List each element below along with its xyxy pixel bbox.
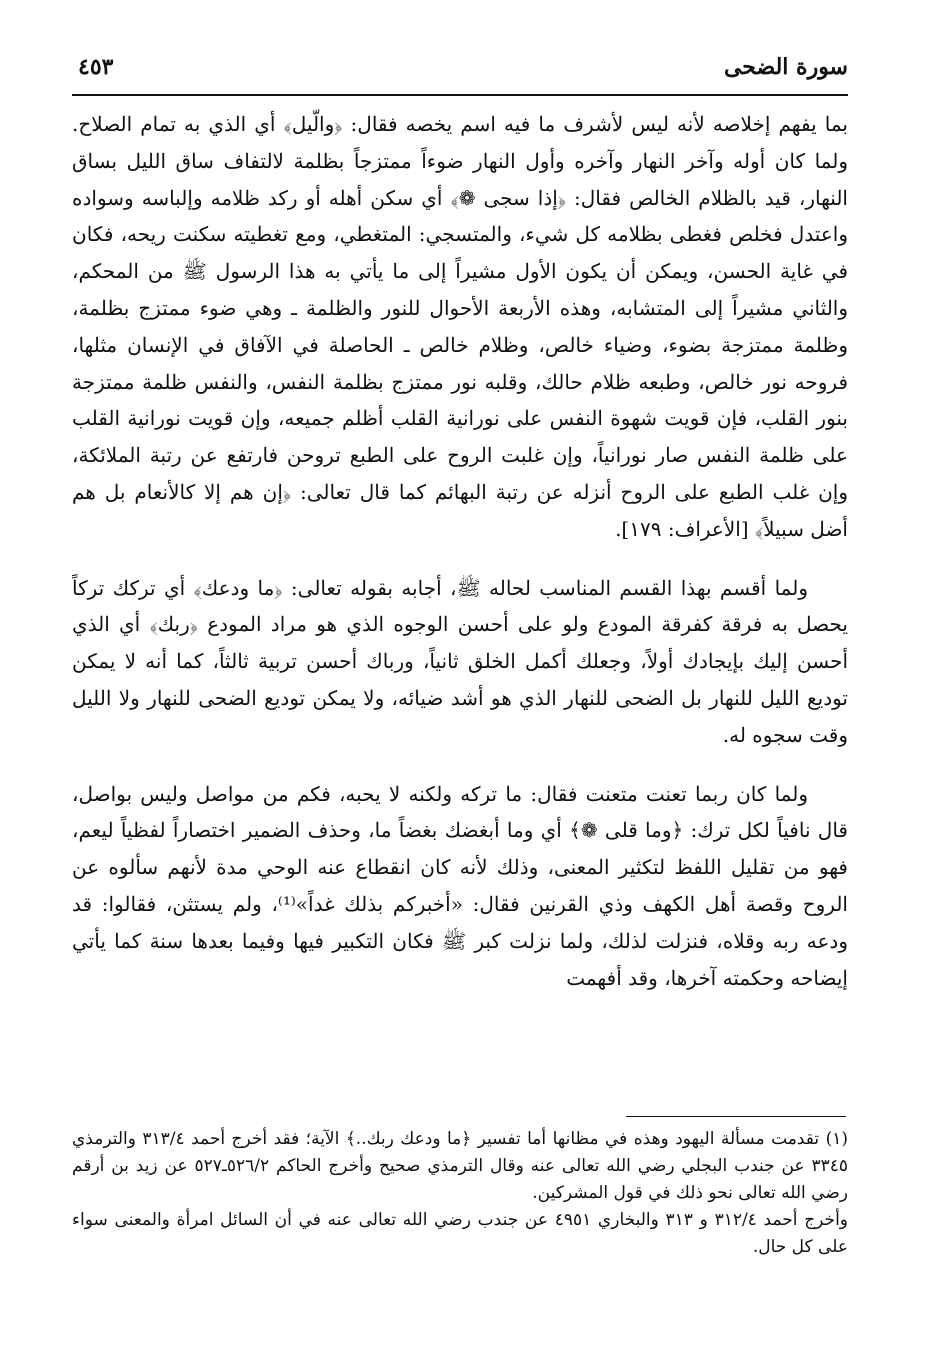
footnote: وأخرج أحمد ٣١٢/٤ و ٣١٣ والبخاري ٤٩٥١ عن جندب رضي الله تعالى عنه في أن السائل امرأة والمعنى سواء على كل حال. [72,1210,848,1257]
main-text [72,106,848,996]
page-header [72,50,848,96]
footnotes [72,1126,848,1261]
page-number: ٤٥٣ [78,54,114,80]
paragraph: ولما أقسم بهذا القسم المناسب لحاله ﷺ، أجابه بقوله تعالى: ﴿ما ودعك﴾ أي تركك تركاً يحصل به فرقة كفرقة المودع ولو على أحسن الوجوه الذي هو مراد المودع ﴿ربك﴾ أي الذي أحسن إليك بإيجادك أولاً، وجعلك أكمل الخلق ثانياً، ورباك أحسن تربية ثالثاً، كما أنه لا يمكن توديع الليل للنهار بل الضحى للنهار الذي هو أشد ضيائه، ولا يمكن توديع الضحى للنهار ولا الليل وقت سجوه له. [72,575,848,747]
paragraph: بما يفهم إخلاصه لأنه ليس لأشرف ما فيه اسم يخصه فقال: ﴿والّيل﴾ أي الذي به تمام الصلاح. ولما كان أوله وآخر النهار وآخره وأول النهار ضوءاً ممتزجاً بظلمة لالتفاف ساق الليل بساق النهار، قيد بالظلام الخالص فقال: ﴿إذا سجى ❁﴾ أي سكن أهله أو ركد ظلامه وإلباسه وسواده واعتدل فخلص فغطى بظلامه كل شيء، والمتسجي: المتغطي، ومع تغطيته سكنت ريحه، فكان في غاية الحسن، ويمكن أن يكون الأول مشيراً إلى ما يأتي به هذا الرسول ﷺ من المحكم، والثاني مشيراً إلى المتشابه، وهذه الأربعة الأحوال للنور والظلمة ـ وهي ضوء ممتزج بظلمة، وظلمة ممتزجة بضوء، وضياء خالص، وظلام خالص ـ الحاصلة في الآفاق في الإنسان مثلها، فروحه نور خالص، وطبعه ظلام حالك، وقلبه نور ممتزج بظلمة النفس، والنفس ظلمة ممتزجة بنور القلب، فإن قويت شهوة النفس على نورانية القلب أظلم جميعه، وإن قويت نورانية القلب على ظلمة النفس صار نورانياً، وإن غلبت الروح على الطبع تروحن فارتفع عن رتبة الملائكة، وإن غلب الطبع على الروح أنزله عن رتبة البهائم كما قال تعالى: ﴿إن هم إلا كالأنعام بل هم أضل سبيلاً﴾ [الأعراف: ١٧٩]. [72,112,849,541]
footnote: (١) تقدمت مسألة اليهود وهذه في مظانها أما تفسير ﴿ما ودعك ربك..﴾ الآية؛ فقد أخرج أحمد ٣١٣/٤ والترمذي ٣٣٤٥ عن جندب البجلي رضي الله تعالى عنه وقال الترمذي صحيح وأخرج الحاكم ٥٢٦/٢ـ٥٢٧ عن زيد بن أرقم رضي الله تعالى نحو ذلك في قول المشركين. [72,1129,849,1203]
surah-title: سورة الضحى [723,54,848,80]
paragraph: ولما كان ربما تعنت متعنت فقال: ما تركه ولكنه لا يحبه، فكم من مواصل وليس بواصل، قال نافياً لكل ترك: ﴿وما قلى ❁﴾ أي وما أبغضك بغضاً ما، وحذف الضمير اختصاراً لفظياً ليعم، فهو من تقليل اللفظ لتكثير المعنى، وذلك لأنه كان انقطاع عنه الوحي مدة لأنهم سألوه عن الروح وقصة أهل الكهف وذي القرنين فقال: «أخبركم بذلك غداً»⁽¹⁾، ولم يستثن، فقالوا: قد ودعه ربه وقلاه، فنزلت لذلك، ولما نزلت كبر ﷺ فكان التكبير فيها وفيما بعدها سنة كما يأتي إيضاحه وحكمته آخرها، وقد أفهمت [72,781,848,990]
footnote-divider [626,1116,846,1117]
